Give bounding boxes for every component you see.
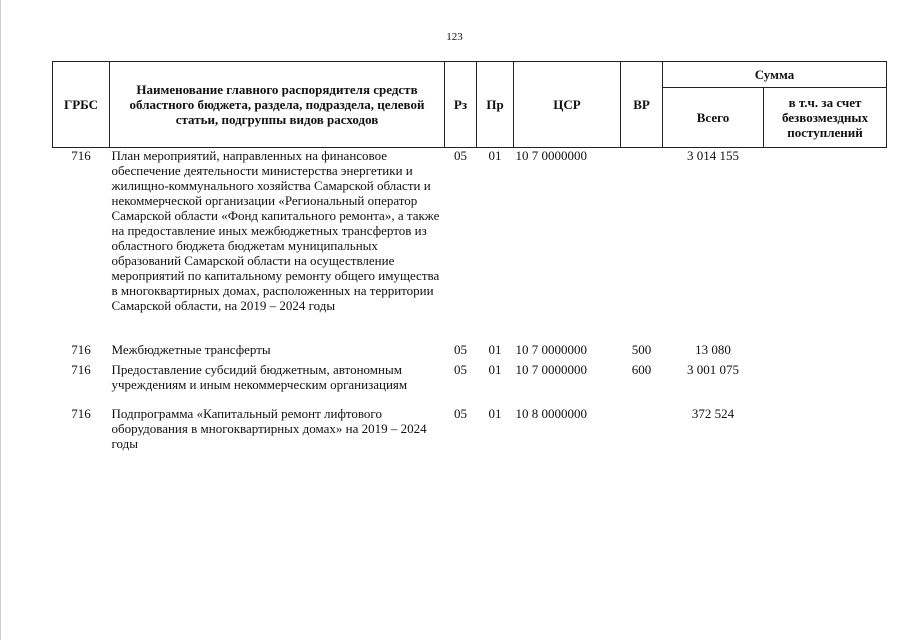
header-rz: Рз [445,62,477,148]
cell-name: План мероприятий, направленных на финансовое обеспечение деятельности министерства энергетики и жилищно-коммунального хозяйства Самарской области и некоммерческой организации «Региональный оператор Самарской области «Фонд капитального ремонта», а также на предоставление иных межбюджетных трансфертов из областного бюджета бюджетам муниципальных образований Самарской области на осуществление мероприятий по капитальному ремонту общего имущества в многоквартирных домах, расположенных на территории Самарской области, на 2019 – 2024 годы [111,148,440,313]
cell-grbs: 716 [71,362,91,377]
cell-incl [764,148,887,314]
header-incl: в т.ч. за счет безвозмездных поступлений [764,88,887,148]
cell-total: 13 080 [695,342,731,357]
cell-name: Предоставление субсидий бюджетным, автономным учреждениям и иным некоммерческим организациям [111,362,408,392]
page-number: 123 [446,31,463,43]
table-row [53,313,887,357]
header-name: Наименование главного распорядителя средств областного бюджета, раздела, подраздела, целевой статьи, подгруппы видов расходов [110,62,445,148]
header-total: Всего [663,88,764,148]
cell-rz: 05 [454,406,467,421]
header-csr: ЦСР [514,62,621,148]
cell-csr: 10 7 0000000 [515,148,587,163]
page-left-edge [0,0,1,640]
table-row [53,392,887,451]
cell-total: 3 001 075 [687,362,739,377]
cell-total: 3 014 155 [687,148,739,163]
cell-pr: 01 [488,362,502,377]
header-sum: Сумма [663,62,887,88]
cell-incl [764,357,887,392]
cell-pr: 01 [488,342,502,357]
cell-vr: 600 [631,362,652,377]
cell-incl [764,313,887,357]
cell-csr: 10 7 0000000 [515,342,587,357]
budget-table [52,61,887,451]
cell-vr [621,148,663,314]
cell-total: 372 524 [691,406,735,421]
header-vr: ВР [621,62,663,148]
cell-pr: 01 [488,148,502,163]
cell-name: Подпрограмма «Капитальный ремонт лифтового оборудования в многоквартирных домах» на 2019 – 2024 годы [111,406,427,451]
table-row [53,148,887,314]
cell-rz: 05 [454,362,467,377]
cell-grbs: 716 [71,406,91,421]
header-grbs: ГРБС [53,62,110,148]
cell-name: Межбюджетные трансферты [111,342,271,357]
cell-csr: 10 8 0000000 [515,406,587,421]
cell-rz: 05 [454,148,467,163]
cell-grbs: 716 [71,342,91,357]
cell-vr: 500 [631,342,652,357]
cell-rz: 05 [454,342,467,357]
cell-pr: 01 [488,406,502,421]
table-row [53,357,887,392]
header-pr: Пр [477,62,514,148]
cell-vr [621,392,663,451]
cell-grbs: 716 [71,148,91,163]
cell-csr: 10 7 0000000 [515,362,587,377]
cell-incl [764,392,887,451]
